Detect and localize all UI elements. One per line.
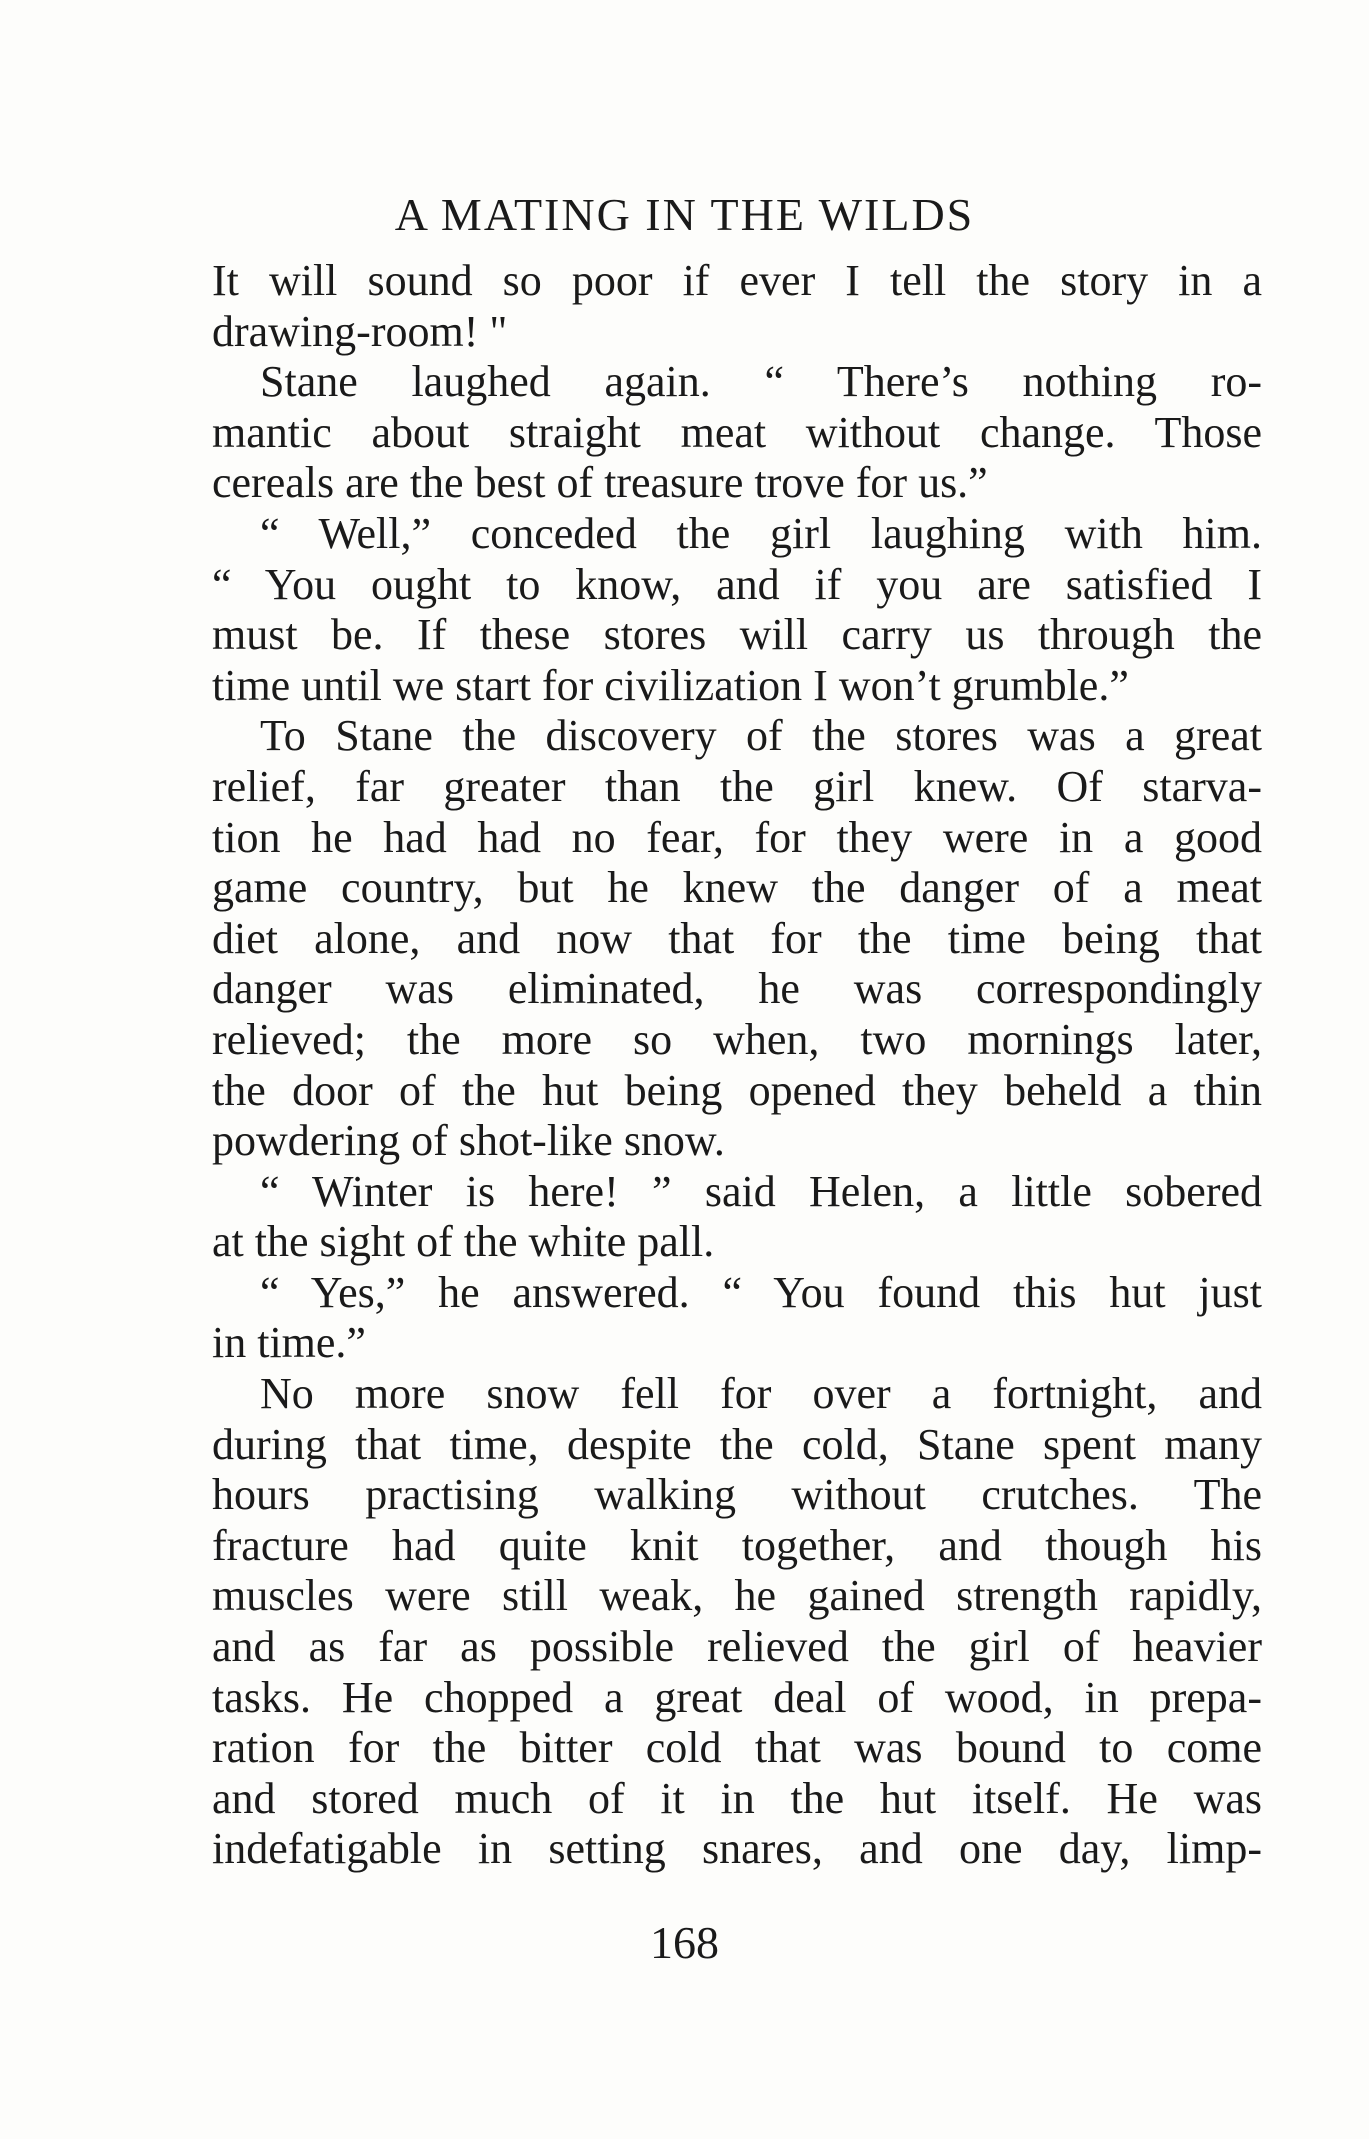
page-number: 168 — [650, 1917, 719, 1968]
text-line: muscles were still weak, he gained strength rapidly, — [212, 1571, 1262, 1621]
text-line: and as far as possible relieved the girl of heavier — [212, 1622, 1262, 1672]
text-line: the door of the hut being opened they beheld a thin — [212, 1065, 1262, 1115]
text-line: Stane laughed again. “ There’s nothing ro- — [260, 357, 1262, 407]
text-line: hours practising walking without crutches. The — [212, 1470, 1262, 1520]
running-head: A MATING IN THE WILDS — [394, 189, 975, 240]
text-line: tasks. He chopped a great deal of wood, in prepa- — [212, 1672, 1262, 1722]
text-line: diet alone, and now that for the time being that — [212, 913, 1262, 963]
text-line: must be. If these stores will carry us through the — [212, 610, 1262, 660]
text-line: cereals are the best of treasure trove for us.” — [212, 458, 988, 508]
text-line: during that time, despite the cold, Stane spent many — [212, 1419, 1262, 1469]
text-line: “ You ought to know, and if you are satisfied I — [212, 559, 1262, 609]
text-line: relief, far greater than the girl knew. Of starva- — [212, 761, 1262, 811]
text-line: “ Yes,” he answered. “ You found this hut just — [260, 1267, 1262, 1317]
text-line: “ Well,” conceded the girl laughing with him. — [260, 508, 1262, 558]
text-line: No more snow fell for over a fortnight, and — [260, 1369, 1262, 1419]
text-line: drawing-room! " — [212, 306, 508, 356]
text-line: powdering of shot-like snow. — [212, 1116, 725, 1166]
text-line: To Stane the discovery of the stores was a great — [260, 711, 1262, 761]
text-line: game country, but he knew the danger of a meat — [212, 863, 1262, 913]
text-line: relieved; the more so when, two mornings later, — [212, 1014, 1262, 1064]
text-line: in time.” — [212, 1318, 366, 1368]
text-line: mantic about straight meat without change. Those — [212, 407, 1262, 457]
text-line: It will sound so poor if ever I tell the story in a — [212, 256, 1262, 305]
text-line: at the sight of the white pall. — [212, 1217, 715, 1267]
text-line: fracture had quite knit together, and though his — [212, 1520, 1262, 1570]
text-line: indefatigable in setting snares, and one day, limp- — [212, 1824, 1262, 1874]
text-line: and stored much of it in the hut itself. He was — [212, 1773, 1262, 1823]
body-text — [212, 256, 1262, 1875]
text-line: ration for the bitter cold that was bound to come — [212, 1723, 1262, 1773]
text-line: tion he had had no fear, for they were in a good — [212, 812, 1262, 862]
text-line: “ Winter is here! ” said Helen, a little sobered — [260, 1166, 1262, 1216]
text-line: danger was eliminated, he was correspondingly — [212, 964, 1262, 1014]
text-line: time until we start for civilization I won’t grumble.” — [212, 660, 1129, 710]
